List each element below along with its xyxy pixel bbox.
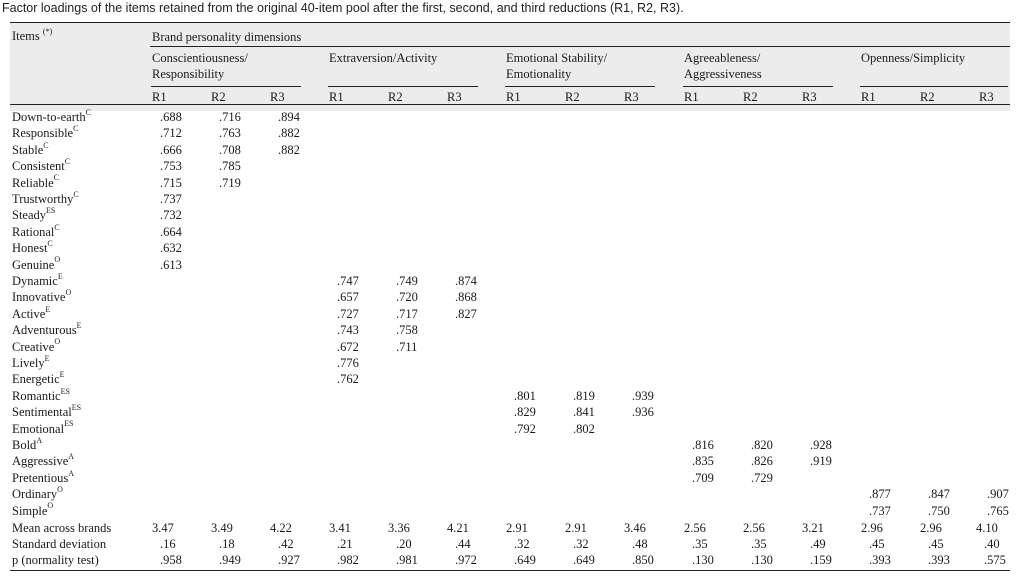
group-rule-4 — [860, 86, 1008, 87]
reduction-header: R1 — [152, 90, 167, 104]
item-source-tag: ES — [71, 403, 82, 413]
stat-value: 3.41 — [329, 520, 351, 535]
loading-value: .801 — [514, 388, 536, 403]
item-label: Genuine$^O$ — [12, 255, 61, 272]
item-label: Simple$^O$ — [12, 501, 54, 518]
loading-value: .715 — [160, 175, 182, 190]
reduction-header: R2 — [920, 90, 935, 104]
group-header-0-line2: Responsibility — [152, 67, 225, 81]
stat-value: .20 — [396, 536, 412, 551]
item-label: Lively$^E$ — [12, 353, 50, 370]
stat-value: .393 — [928, 553, 950, 568]
stat-value: .35 — [692, 536, 708, 551]
item-source-tag: E — [57, 271, 63, 281]
item-source-tag: E — [45, 304, 51, 314]
loading-value: .936 — [632, 405, 654, 420]
loading-value: .709 — [692, 470, 714, 485]
loading-value: .826 — [751, 454, 773, 469]
group-header-3-line2: Aggressiveness — [684, 67, 762, 81]
item-source-tag: C — [53, 173, 59, 183]
item-source-tag: O — [54, 255, 61, 265]
stat-label: p (normality test) — [12, 553, 99, 568]
loading-value: .874 — [455, 274, 477, 288]
loading-value: .765 — [987, 503, 1009, 518]
loading-value: .792 — [514, 421, 536, 436]
stat-value: 3.36 — [388, 520, 410, 535]
stat-label: Mean across brands — [12, 520, 112, 535]
stat-value: .42 — [278, 536, 294, 551]
loading-value: .776 — [337, 356, 359, 370]
loading-value: .720 — [396, 290, 418, 305]
stat-value: 3.49 — [211, 520, 233, 535]
item-label: Down-to-earth$^C$ — [12, 107, 91, 124]
loading-value: .657 — [337, 290, 359, 305]
stat-value: .35 — [751, 536, 767, 551]
items-header: Items (*) — [12, 26, 53, 43]
stat-value: 2.56 — [684, 520, 706, 535]
item-source-tag: E — [59, 370, 65, 380]
item-source-tag: ES — [60, 386, 70, 396]
stat-value: .982 — [337, 553, 359, 568]
loading-value: .758 — [396, 323, 418, 338]
stat-value: .16 — [160, 536, 176, 551]
stat-value: .575 — [984, 553, 1006, 568]
item-source-tag: C — [73, 189, 79, 199]
reduction-header: R3 — [802, 90, 817, 104]
item-label: Honest$^C$ — [12, 239, 53, 256]
item-label: Trustworthy$^C$ — [12, 189, 79, 206]
item-label: Emotional$^{ES}$ — [12, 419, 74, 436]
loading-value: .919 — [810, 454, 832, 469]
group-rule-0 — [151, 86, 301, 87]
loading-value: .747 — [337, 274, 359, 288]
dimensions-rule — [150, 46, 1010, 47]
loading-value: .928 — [810, 438, 832, 452]
loading-value: .820 — [751, 438, 773, 452]
table-caption: Factor loadings of the items retained from the original 40-item pool after the first, second, and third reductions (R1, R2, R3). — [2, 1, 684, 15]
loading-value: .732 — [160, 208, 182, 223]
loading-value: .737 — [160, 192, 182, 206]
item-source-tag: A — [68, 452, 75, 462]
reduction-header: R3 — [270, 90, 285, 104]
reduction-header: R2 — [388, 90, 403, 104]
loading-value: .939 — [632, 388, 654, 403]
loading-value: .711 — [396, 339, 418, 354]
item-label: Reliable$^C$ — [12, 173, 59, 190]
reduction-header: R3 — [624, 90, 639, 104]
stat-value: 3.21 — [802, 520, 824, 535]
loading-value: .672 — [337, 339, 359, 354]
item-source-tag: O — [65, 288, 72, 298]
header-bottom-rule — [10, 104, 1010, 105]
item-label: Responsible$^C$ — [12, 124, 79, 141]
group-header-2: Emotional Stability/ — [506, 51, 608, 65]
group-header-3: Agreeableness/ — [684, 51, 761, 65]
reduction-header: R2 — [211, 90, 226, 104]
stat-value: .850 — [632, 553, 654, 568]
table-top-rule — [10, 22, 1010, 23]
stat-value: .958 — [160, 553, 182, 568]
item-source-tag: E — [44, 353, 50, 363]
loading-value: .712 — [160, 126, 182, 141]
stat-value: 2.96 — [861, 520, 883, 535]
loading-value: .835 — [692, 454, 714, 469]
reduction-header: R1 — [329, 90, 344, 104]
stat-value: 4.10 — [976, 520, 998, 535]
stat-value: 3.47 — [152, 520, 174, 535]
items-note: (*) — [42, 26, 53, 36]
item-label: Ordinary$^O$ — [12, 485, 63, 502]
loading-value: .877 — [869, 487, 891, 502]
group-header-2-line2: Emotionality — [506, 67, 572, 81]
stat-value: .949 — [219, 553, 241, 568]
stat-value: .393 — [869, 553, 891, 568]
loading-value: .743 — [337, 323, 359, 338]
item-source-tag: ES — [64, 419, 74, 429]
stat-value: .130 — [751, 553, 773, 568]
loading-value: .749 — [396, 274, 418, 288]
stat-value: .130 — [692, 553, 714, 568]
reduction-header: R2 — [565, 90, 580, 104]
item-source-tag: O — [57, 485, 63, 495]
group-rule-2 — [505, 86, 655, 87]
stat-value: .49 — [810, 536, 826, 551]
loading-value: .613 — [160, 257, 182, 272]
item-source-tag: A — [68, 468, 75, 478]
loading-value: .708 — [219, 142, 241, 157]
loading-value: .762 — [337, 372, 359, 387]
stat-value: 2.96 — [920, 520, 942, 535]
dimensions-header: Brand personality dimensions — [152, 30, 302, 44]
loading-value: .827 — [455, 306, 477, 321]
stat-value: 3.46 — [624, 520, 646, 535]
loading-value: .894 — [278, 110, 300, 124]
item-label: Energetic$^E$ — [12, 370, 65, 387]
item-source-tag: O — [54, 337, 61, 347]
item-source-tag: E — [76, 321, 82, 331]
loading-value: .868 — [455, 290, 477, 305]
loading-value: .716 — [219, 110, 241, 124]
group-header-0: Conscientiousness/ — [152, 51, 248, 65]
item-label: Dynamic$^E$ — [12, 271, 63, 288]
loading-value: .753 — [160, 159, 182, 174]
loading-value: .847 — [928, 487, 950, 502]
loading-value: .763 — [219, 126, 241, 141]
loading-value: .666 — [160, 142, 182, 157]
item-label: Bold$^A$ — [12, 435, 43, 452]
stat-value: .45 — [869, 536, 885, 551]
loading-value: .882 — [278, 142, 300, 157]
reduction-header: R1 — [684, 90, 699, 104]
loading-value: .750 — [928, 503, 950, 518]
item-source-tag: C — [85, 107, 91, 117]
item-label: Aggressive$^A$ — [12, 452, 75, 469]
item-label: Adventurous$^E$ — [12, 321, 82, 338]
stat-value: .48 — [632, 536, 648, 551]
item-source-tag: C — [47, 239, 53, 249]
table-bottom-rule — [10, 570, 1010, 571]
reduction-header: R2 — [743, 90, 758, 104]
item-source-tag: C — [73, 124, 79, 134]
stat-value: .21 — [337, 536, 353, 551]
group-header-4: Openness/Simplicity — [861, 51, 966, 65]
item-label: Rational$^C$ — [12, 222, 60, 239]
stat-value: .18 — [219, 536, 235, 551]
stat-value: 4.21 — [447, 520, 469, 535]
stat-value: .649 — [573, 553, 595, 568]
loading-value: .816 — [692, 438, 714, 452]
stat-value: 2.91 — [506, 520, 528, 535]
stat-label: Standard deviation — [12, 536, 107, 551]
loading-value: .802 — [573, 421, 595, 436]
stat-value: .32 — [573, 536, 589, 551]
item-label: Consistent$^C$ — [12, 157, 71, 174]
loading-value: .785 — [219, 159, 241, 174]
stat-value: .32 — [514, 536, 530, 551]
loading-value: .717 — [396, 306, 418, 321]
item-label: Romantic$^{ES}$ — [12, 386, 70, 403]
loading-value: .819 — [573, 388, 595, 403]
item-label: Stable$^C$ — [12, 140, 49, 157]
reduction-header: R1 — [861, 90, 876, 104]
item-source-tag: ES — [46, 206, 56, 216]
loading-value: .729 — [751, 470, 773, 485]
loading-value: .841 — [573, 405, 595, 420]
group-rule-3 — [683, 86, 833, 87]
item-label: Creative$^O$ — [12, 337, 61, 354]
group-header-1: Extraversion/Activity — [329, 51, 438, 65]
stat-value: .649 — [514, 553, 536, 568]
stat-value: .981 — [396, 553, 418, 568]
loading-value: .829 — [514, 405, 536, 420]
item-source-tag: C — [54, 222, 60, 232]
item-label: Innovative$^O$ — [12, 288, 72, 305]
loading-value: .737 — [869, 503, 891, 518]
item-label: Pretentious$^A$ — [12, 468, 75, 485]
stat-value: .44 — [455, 536, 471, 551]
stat-value: .40 — [984, 536, 1000, 551]
item-source-tag: C — [43, 140, 49, 150]
reduction-header: R3 — [447, 90, 462, 104]
loading-value: .882 — [278, 126, 300, 141]
item-source-tag: A — [36, 435, 43, 445]
group-rule-1 — [328, 86, 478, 87]
loading-value: .688 — [160, 110, 182, 124]
item-label: Steady$^{ES}$ — [12, 206, 56, 223]
loading-value: .907 — [987, 487, 1009, 502]
item-label: Sentimental$^{ES}$ — [12, 403, 82, 420]
reduction-header: R1 — [506, 90, 521, 104]
stat-value: .159 — [810, 553, 832, 568]
loading-value: .719 — [219, 175, 241, 190]
stat-value: 2.56 — [743, 520, 765, 535]
stat-value: 4.22 — [270, 520, 292, 535]
loading-value: .727 — [337, 306, 359, 321]
loading-value: .664 — [160, 224, 182, 239]
item-label: Active$^E$ — [12, 304, 51, 321]
stat-value: .972 — [455, 553, 477, 568]
loading-value: .632 — [160, 241, 182, 256]
stat-value: .927 — [278, 553, 300, 568]
item-source-tag: O — [47, 501, 54, 511]
reduction-header: R3 — [979, 90, 994, 104]
stat-value: 2.91 — [565, 520, 587, 535]
item-source-tag: C — [64, 157, 71, 167]
stat-value: .45 — [928, 536, 944, 551]
